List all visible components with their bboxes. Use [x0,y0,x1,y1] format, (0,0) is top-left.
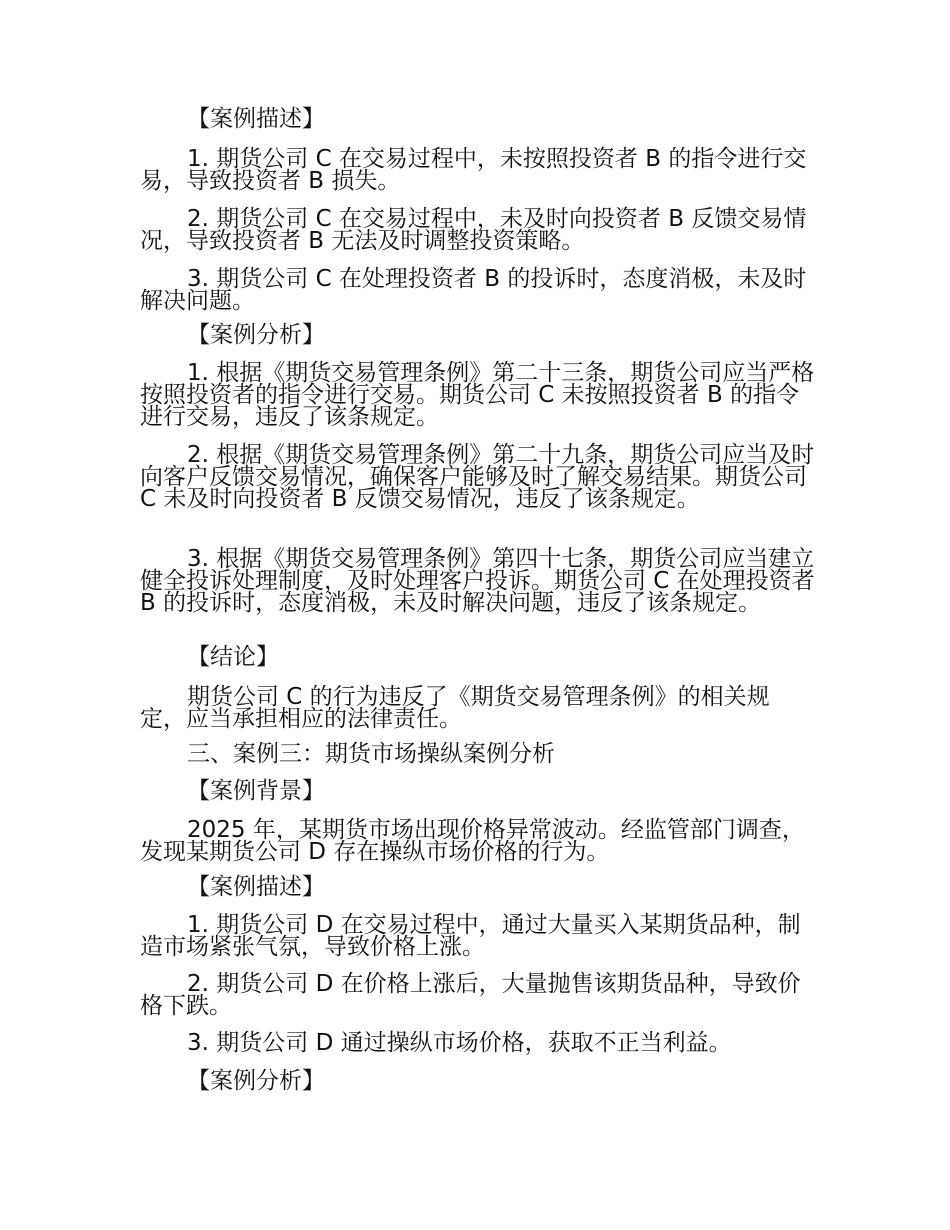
heading-case-description-2: 【案例描述】 [187,874,325,900]
case-description-item-3: 3. 期货公司 C 在处理投资者 B 的投诉时，态度消极，未及时解决问题。 [140,266,807,314]
case-background-text: 2025 年，某期货市场出现价格异常波动。经监管部门调查，发现某期货公司 D 存在操纵市场价格的行为。 [140,817,805,865]
heading-case-analysis: 【案例分析】 [187,322,325,348]
case-analysis-item-1: 1. 根据《期货交易管理条例》第二十三条，期货公司应当严格按照投资者的指令进行交易。期货公司 C 未按照投资者 B 的指令进行交易，违反了该条规定。 [140,360,815,430]
case-description-2-item-2: 2. 期货公司 D 在价格上涨后，大量抛售该期货品种，导致价格下跌。 [140,971,801,1019]
heading-case-analysis-2: 【案例分析】 [187,1068,325,1094]
case-description-2-item-1: 1. 期货公司 D 在交易过程中，通过大量买入某期货品种，制造市场紧张气氛，导致价格上涨。 [140,912,801,960]
case-description-item-1: 1. 期货公司 C 在交易过程中，未按照投资者 B 的指令进行交易，导致投资者 B 损失。 [140,146,807,194]
heading-conclusion: 【结论】 [187,644,279,670]
case-description-2-item-3: 3. 期货公司 D 通过操纵市场价格，获取不正当利益。 [187,1030,732,1056]
heading-case-background: 【案例背景】 [187,778,325,804]
section-heading-case-three: 三、案例三：期货市场操纵案例分析 [187,741,555,767]
case-description-item-2: 2. 期货公司 C 在交易过程中，未及时向投资者 B 反馈交易情况，导致投资者 B 无法及时调整投资策略。 [140,206,807,254]
conclusion-text: 期货公司 C 的行为违反了《期货交易管理条例》的相关规定，应当承担相应的法律责任。 [140,684,770,732]
case-analysis-item-2: 2. 根据《期货交易管理条例》第二十九条，期货公司应当及时向客户反馈交易情况，确保客户能够及时了解交易结果。期货公司 C 未及时向投资者 B 反馈交易情况，违反了该条规定。 [140,442,815,512]
case-analysis-item-3: 3. 根据《期货交易管理条例》第四十七条，期货公司应当建立健全投诉处理制度，及时处理客户投诉。期货公司 C 在处理投资者 B 的投诉时，态度消极，未及时解决问题，违反了该条规定。 [140,546,815,616]
heading-case-description: 【案例描述】 [187,106,325,132]
